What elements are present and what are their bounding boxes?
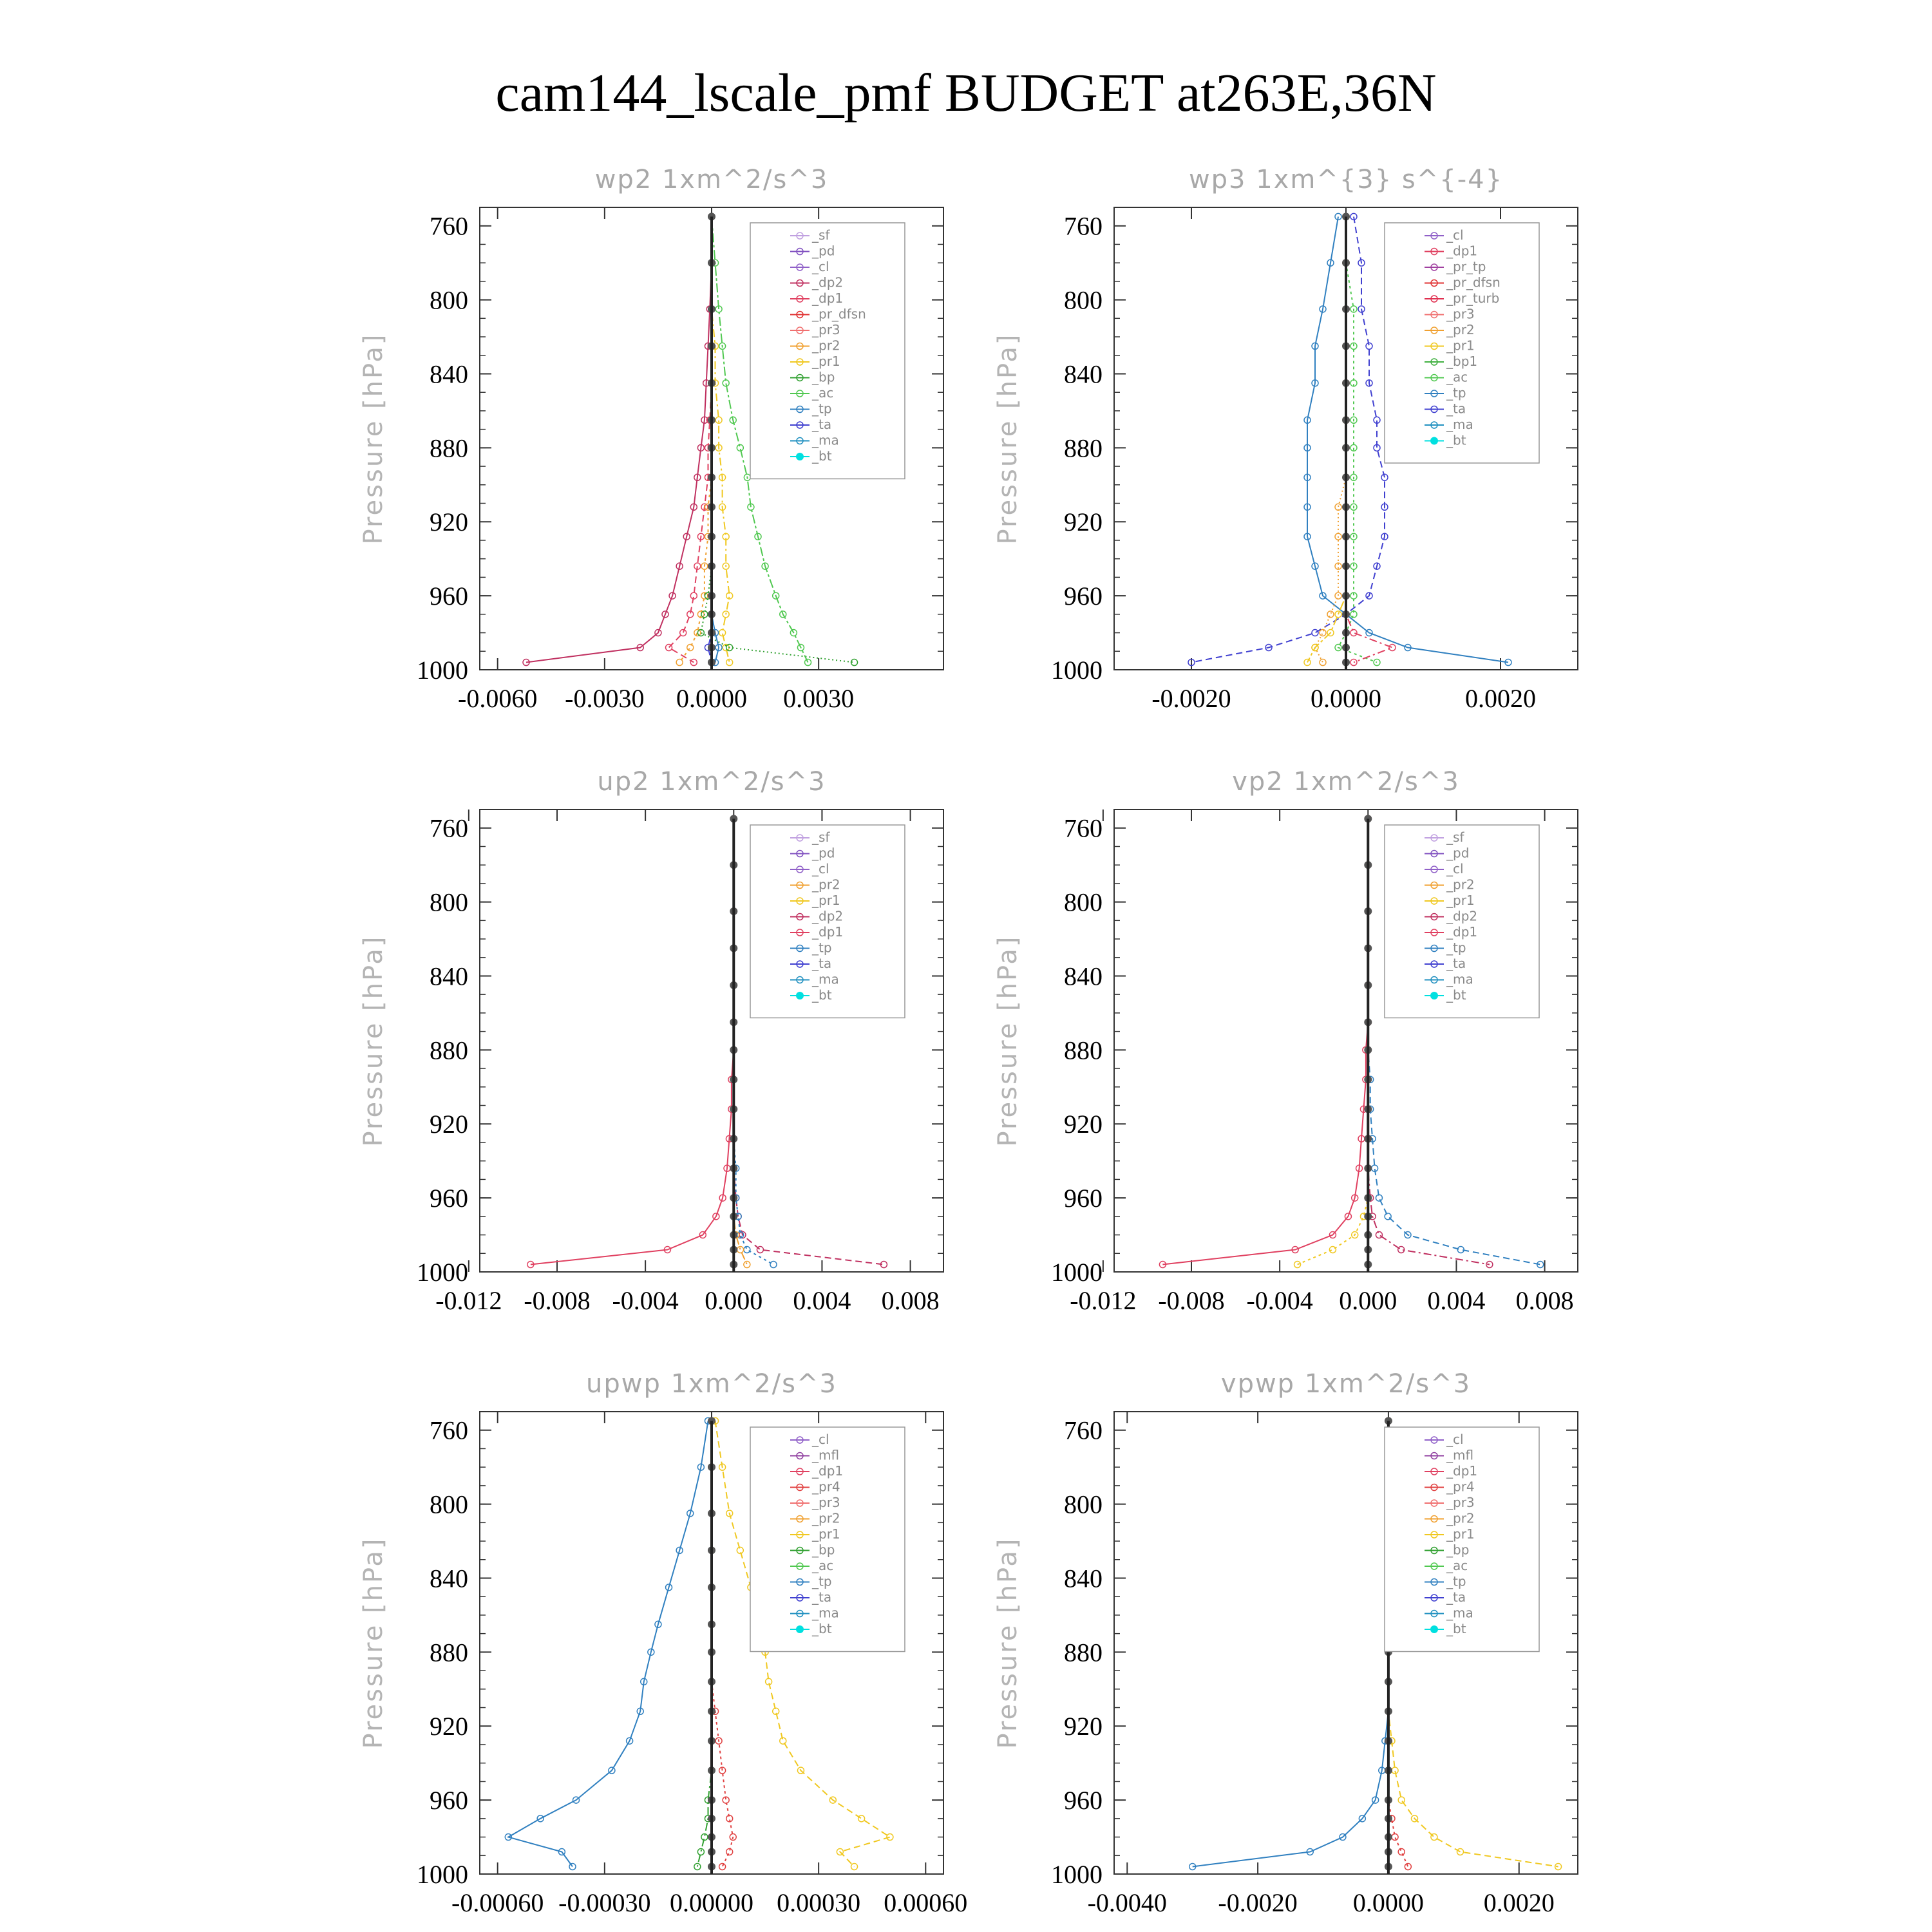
y-axis-label: Pressure [hPa]	[359, 934, 388, 1147]
legend-entry: _pr3	[1446, 1495, 1475, 1510]
legend-entry: _bp	[812, 1542, 835, 1558]
legend-entry: _pr2	[812, 337, 840, 354]
data-point	[1398, 1797, 1405, 1803]
data-point	[1312, 630, 1318, 636]
data-point	[687, 645, 694, 651]
data-point	[1304, 659, 1311, 666]
legend-entry: _ta	[812, 1589, 832, 1605]
x-tick-label: 0.00030	[777, 1888, 861, 1917]
data-point	[1327, 611, 1334, 618]
legend-entry: _pr1	[812, 1526, 840, 1542]
legend-entry: _pr1	[1446, 337, 1475, 354]
data-point	[851, 1864, 858, 1870]
x-tick-label: 0.00060	[884, 1888, 968, 1917]
y-tick-label: 960	[1064, 1184, 1103, 1213]
legend-entry: _ac	[812, 385, 834, 401]
legend-entry: _dp2	[1446, 908, 1478, 924]
data-point	[1431, 1834, 1437, 1841]
y-tick-label: 920	[1064, 1110, 1103, 1139]
legend-entry: _pr4	[1446, 1479, 1475, 1495]
legend-entry: _dp1	[812, 924, 844, 940]
y-tick-label: 960	[430, 582, 468, 611]
legend-marker	[1430, 992, 1438, 999]
legend-entry: _tp	[1446, 1573, 1466, 1589]
data-point	[1329, 1247, 1336, 1253]
legend-entry: _pr_dfsn	[1446, 274, 1501, 290]
legend-entry: _tp	[1446, 940, 1466, 956]
data-point	[744, 1247, 750, 1253]
data-point	[1405, 1864, 1411, 1870]
x-tick-label: -0.008	[1158, 1286, 1225, 1315]
legend-entry: _ta	[812, 417, 832, 432]
legend	[1385, 1427, 1539, 1652]
data-point	[1374, 659, 1380, 666]
x-tick-label: 0.000	[1339, 1286, 1397, 1315]
data-point	[1385, 1213, 1391, 1220]
legend-entry: _ta	[1446, 401, 1466, 417]
legend-entry: _pr1	[1446, 893, 1475, 908]
panel-title: wp2 1xm^2/s^3	[594, 165, 829, 194]
y-tick-label: 760	[430, 211, 468, 241]
x-tick-label: -0.008	[524, 1286, 591, 1315]
y-tick-label: 1000	[417, 1860, 468, 1889]
chart-panel-3	[359, 767, 943, 1315]
legend	[750, 825, 905, 1018]
chart-panel-2	[993, 165, 1578, 713]
legend-entry: _ta	[1446, 1589, 1466, 1605]
legend-entry: _sf	[812, 227, 830, 243]
legend	[1385, 825, 1539, 1018]
y-tick-label: 960	[430, 1786, 468, 1815]
x-tick-label: 0.0020	[1465, 684, 1536, 713]
panel-title: vpwp 1xm^2/s^3	[1220, 1369, 1472, 1399]
legend-entry: _bt	[812, 987, 832, 1003]
y-tick-label: 840	[430, 961, 468, 991]
x-tick-label: -0.004	[612, 1286, 679, 1315]
x-tick-label: -0.0030	[565, 684, 645, 713]
legend-entry: _pr1	[1446, 1526, 1475, 1542]
legend-entry: _bt	[812, 1621, 832, 1636]
x-tick-label: 0.008	[1515, 1286, 1574, 1315]
legend-entry: _pr1	[812, 354, 840, 369]
legend-entry: _pr_turb	[1446, 290, 1500, 306]
x-tick-label: -0.0020	[1151, 684, 1231, 713]
legend-entry: _pr2	[812, 876, 840, 893]
series-line-dp1	[531, 819, 734, 1264]
legend-entry: _pr2	[812, 1510, 840, 1526]
x-tick-label: 0.0000	[676, 684, 747, 713]
legend-entry: _tp	[1446, 385, 1466, 401]
legend-entry: _pr2	[1446, 1510, 1475, 1526]
y-tick-label: 800	[1064, 887, 1103, 917]
y-tick-label: 760	[430, 813, 468, 843]
data-point	[569, 1864, 576, 1870]
legend-entry: _bp1	[1446, 354, 1478, 369]
panel-title: vp2 1xm^2/s^3	[1232, 767, 1460, 797]
legend	[1385, 223, 1539, 463]
y-tick-label: 800	[1064, 1490, 1103, 1519]
legend-entry: _pr2	[1446, 322, 1475, 337]
legend	[750, 223, 905, 479]
legend-entry: _pr3	[812, 322, 840, 337]
legend-entry: _ma	[812, 971, 839, 987]
data-point	[805, 659, 811, 666]
y-tick-label: 1000	[417, 1258, 468, 1287]
legend-entry: _cl	[1446, 861, 1464, 876]
panel-title: upwp 1xm^2/s^3	[586, 1369, 837, 1399]
legend	[750, 1427, 905, 1652]
x-tick-label: -0.0020	[1218, 1888, 1298, 1917]
y-axis-label: Pressure [hPa]	[993, 934, 1023, 1147]
series-line-pr2	[679, 216, 712, 662]
data-point	[1389, 645, 1396, 651]
x-tick-label: 0.00000	[670, 1888, 753, 1917]
y-tick-label: 960	[1064, 1786, 1103, 1815]
legend-entry: _dp2	[812, 908, 844, 924]
legend-entry: _cl	[812, 1432, 829, 1447]
y-tick-label: 840	[1064, 961, 1103, 991]
legend-entry: _tp	[812, 940, 832, 956]
legend-marker	[1430, 437, 1438, 445]
legend-entry: _dp1	[1446, 1463, 1478, 1479]
data-point	[1376, 1195, 1382, 1201]
y-tick-label: 880	[430, 433, 468, 463]
data-point	[1335, 504, 1341, 510]
series-line-ta	[1191, 216, 1385, 662]
data-point	[1350, 659, 1357, 666]
legend-entry: _mfl	[1446, 1447, 1474, 1463]
legend-entry: _pd	[1446, 845, 1470, 861]
legend-entry: _bt	[812, 448, 832, 464]
data-point	[887, 1834, 893, 1841]
x-tick-label: 0.0030	[783, 684, 855, 713]
x-tick-label: -0.0060	[458, 684, 538, 713]
y-axis-label: Pressure [hPa]	[359, 1537, 388, 1749]
y-tick-label: 920	[1064, 1712, 1103, 1741]
y-tick-label: 760	[1064, 813, 1103, 843]
data-point	[1376, 1232, 1382, 1238]
legend-entry: _dp1	[812, 290, 844, 306]
chart-panel-6	[993, 1369, 1578, 1917]
data-point	[680, 630, 687, 636]
legend-entry: _ta	[1446, 956, 1466, 971]
y-tick-label: 1000	[1051, 1860, 1103, 1889]
series-line-dp1	[1162, 819, 1368, 1264]
figure-title: cam144_lscale_pmf BUDGET at263E,36N	[495, 63, 1437, 123]
legend-marker	[1430, 1625, 1438, 1633]
series-line-tp	[508, 1421, 708, 1866]
legend-entry: _ma	[1446, 1605, 1473, 1621]
legend-entry: _pd	[812, 845, 835, 861]
legend-entry: _pr2	[1446, 876, 1475, 893]
legend-entry: _ac	[1446, 1558, 1468, 1573]
x-tick-label: 0.008	[881, 1286, 940, 1315]
x-tick-label: 0.0020	[1483, 1888, 1555, 1917]
y-tick-label: 960	[430, 1184, 468, 1213]
data-point	[770, 1262, 777, 1268]
data-point	[1294, 1262, 1301, 1268]
legend-marker	[796, 1625, 804, 1633]
y-tick-label: 880	[1064, 1036, 1103, 1065]
series-line-pr1	[1298, 819, 1368, 1264]
legend-entry: _dp1	[1446, 243, 1478, 259]
legend-entry: _ma	[812, 1605, 839, 1621]
y-tick-label: 760	[1064, 211, 1103, 241]
legend-entry: _cl	[1446, 227, 1464, 243]
legend-entry: _cl	[1446, 1432, 1464, 1447]
x-tick-label: -0.012	[435, 1286, 502, 1315]
data-point	[757, 1247, 763, 1253]
legend-entry: _sf	[1446, 829, 1464, 845]
legend-entry: _pr_dfsn	[812, 306, 866, 322]
data-point	[744, 1262, 750, 1268]
y-tick-label: 800	[430, 887, 468, 917]
legend-entry: _ac	[1446, 369, 1468, 385]
legend-marker	[796, 453, 804, 460]
panel-title: wp3 1xm^{3} s^{-4}	[1188, 165, 1504, 194]
data-point	[719, 1864, 726, 1870]
legend-entry: _bp	[812, 369, 835, 385]
y-tick-label: 840	[1064, 359, 1103, 389]
y-tick-label: 1000	[1051, 1258, 1103, 1287]
y-tick-label: 920	[430, 507, 468, 537]
y-axis-label: Pressure [hPa]	[993, 332, 1023, 545]
chart-panel-5	[359, 1369, 967, 1917]
y-tick-label: 1000	[1051, 656, 1103, 685]
legend-entry: _dp1	[1446, 924, 1478, 940]
y-tick-label: 880	[430, 1036, 468, 1065]
data-point	[1335, 592, 1341, 599]
legend-entry: _sf	[812, 829, 830, 845]
data-point	[1320, 659, 1326, 666]
y-tick-label: 880	[1064, 1638, 1103, 1667]
y-tick-label: 960	[1064, 582, 1103, 611]
data-point	[1350, 630, 1357, 636]
series-line-tp	[1193, 1421, 1388, 1866]
y-tick-label: 840	[1064, 1564, 1103, 1593]
x-tick-label: -0.004	[1246, 1286, 1313, 1315]
legend-entry: _cl	[812, 259, 829, 274]
data-point	[1320, 630, 1326, 636]
y-tick-label: 880	[430, 1638, 468, 1667]
legend-entry: _dp2	[812, 274, 844, 290]
y-tick-label: 880	[1064, 433, 1103, 463]
x-tick-label: -0.012	[1070, 1286, 1137, 1315]
x-tick-label: 0.004	[1427, 1286, 1486, 1315]
y-tick-label: 1000	[417, 656, 468, 685]
legend-entry: _ma	[1446, 417, 1473, 432]
data-point	[666, 645, 672, 651]
x-tick-label: 0.0000	[1311, 684, 1381, 713]
legend-entry: _pr4	[812, 1479, 840, 1495]
legend-entry: _bp	[1446, 1542, 1470, 1558]
legend-entry: _ma	[1446, 971, 1473, 987]
legend-entry: _bt	[1446, 1621, 1466, 1636]
y-tick-label: 760	[1064, 1416, 1103, 1445]
x-tick-label: -0.00030	[558, 1888, 651, 1917]
x-tick-label: -0.00060	[451, 1888, 544, 1917]
data-point	[1392, 1834, 1398, 1841]
legend-entry: _ma	[812, 432, 839, 448]
legend-entry: _pr3	[1446, 306, 1475, 322]
legend-entry: _bt	[1446, 432, 1466, 448]
y-tick-label: 800	[430, 1490, 468, 1519]
panels	[359, 165, 1578, 1917]
legend-entry: _pr1	[812, 893, 840, 908]
y-tick-label: 840	[430, 359, 468, 389]
legend-entry: _tp	[812, 1573, 832, 1589]
y-tick-label: 920	[430, 1712, 468, 1741]
y-tick-label: 920	[1064, 507, 1103, 537]
series-line-dp2	[526, 216, 712, 662]
x-tick-label: 0.000	[705, 1286, 763, 1315]
chart-panel-1	[359, 165, 943, 713]
legend-entry: _cl	[812, 861, 829, 876]
x-tick-label: -0.0040	[1087, 1888, 1167, 1917]
legend-entry: _pr_tp	[1446, 259, 1486, 274]
y-axis-label: Pressure [hPa]	[993, 1537, 1023, 1749]
y-tick-label: 800	[430, 285, 468, 315]
data-point	[858, 1815, 865, 1822]
legend-entry: _tp	[812, 401, 832, 417]
data-point	[1398, 1849, 1405, 1855]
y-tick-label: 840	[430, 1564, 468, 1593]
chart-panel-4	[993, 767, 1578, 1315]
legend-entry: _pd	[812, 243, 835, 259]
data-point	[690, 659, 697, 666]
legend-entry: _pr3	[812, 1495, 840, 1510]
legend-entry: _mfl	[812, 1447, 840, 1463]
y-tick-label: 760	[430, 1416, 468, 1445]
x-tick-label: 0.004	[793, 1286, 851, 1315]
y-tick-label: 800	[1064, 285, 1103, 315]
legend-entry: _ac	[812, 1558, 834, 1573]
y-axis-label: Pressure [hPa]	[359, 332, 388, 545]
legend-entry: _ta	[812, 956, 832, 971]
data-point	[737, 1247, 744, 1253]
legend-entry: _dp1	[812, 1463, 844, 1479]
data-point	[694, 1864, 701, 1870]
legend-entry: _bt	[1446, 987, 1466, 1003]
legend-marker	[796, 992, 804, 999]
x-tick-label: 0.0000	[1352, 1888, 1424, 1917]
data-point	[676, 659, 683, 666]
panel-title: up2 1xm^2/s^3	[597, 767, 826, 797]
y-tick-label: 920	[430, 1110, 468, 1139]
